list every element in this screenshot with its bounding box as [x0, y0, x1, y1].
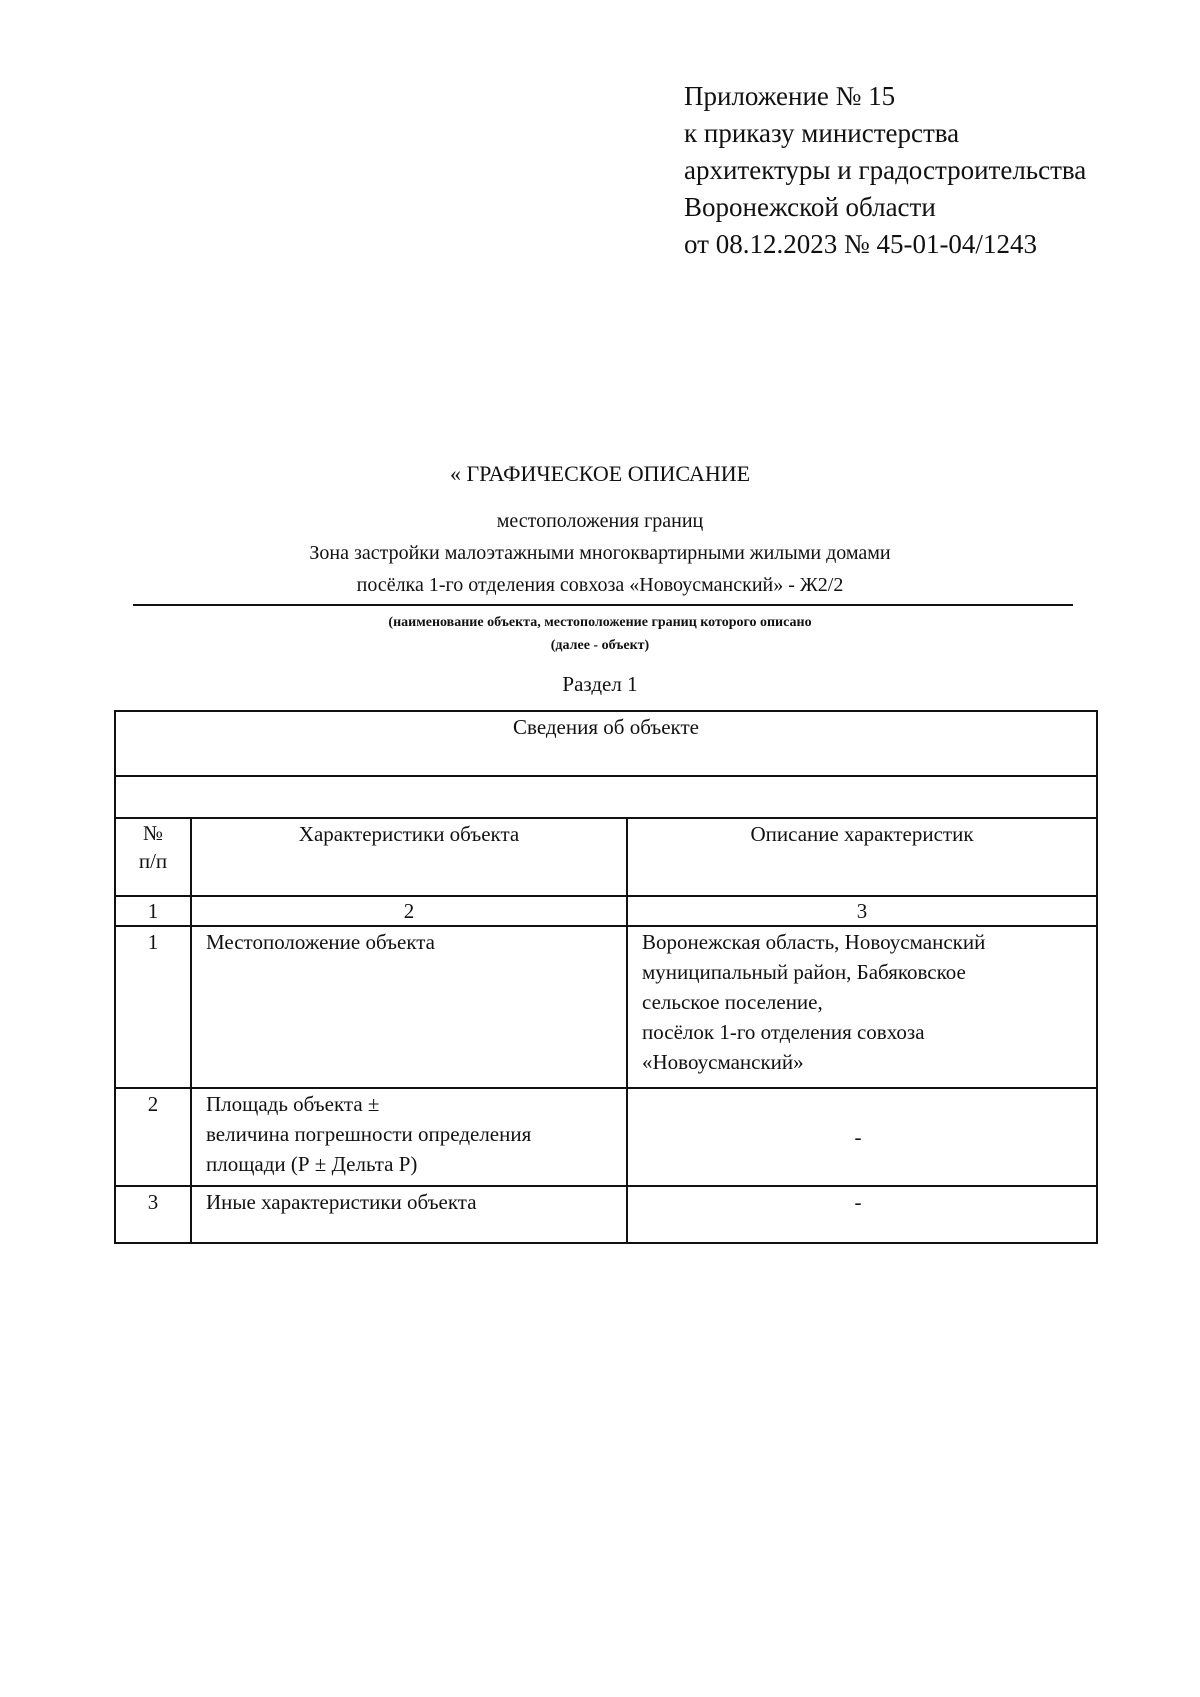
table-row — [115, 1088, 1097, 1186]
appendix-line: архитектуры и градостроительства — [684, 155, 1087, 185]
characteristic-line: Иные характеристики объекта — [206, 1190, 477, 1214]
characteristic-line: Местоположение объекта — [206, 930, 436, 954]
column-index: 1 — [115, 896, 191, 926]
section-label: Раздел 1 — [562, 672, 638, 696]
table-title-row — [115, 711, 1097, 776]
table-row — [115, 926, 1097, 1088]
caption-line: (далее - объект) — [550, 638, 650, 653]
subtitle-line: Зона застройки малоэтажными многоквартирными жилыми домами — [309, 542, 891, 564]
appendix-header — [684, 78, 1086, 263]
description-line: сельское поселение, — [642, 990, 823, 1014]
description-line: Воронежская область, Новоусманский — [642, 930, 986, 954]
document-title: « ГРАФИЧЕСКОЕ ОПИСАНИЕ — [449, 461, 751, 486]
appendix-line: Воронежской области — [684, 192, 936, 222]
header-num-line: № — [142, 821, 164, 845]
subtitle-line: посёлка 1-го отделения совхоза «Новоусманский» - Ж2/2 — [356, 574, 844, 596]
object-info-table — [114, 710, 1098, 1244]
row-num: 3 — [115, 1186, 191, 1243]
appendix-line: Приложение № 15 — [684, 81, 896, 111]
appendix-line: от 08.12.2023 № 45-01-04/1243 — [684, 229, 1037, 259]
appendix-line: к приказу министерства — [684, 118, 960, 148]
table-row — [115, 1186, 1097, 1243]
row-description: - — [627, 1186, 1097, 1243]
subtitle-line: местоположения границ — [496, 510, 704, 532]
row-num: 1 — [115, 926, 191, 1088]
empty-cell — [115, 776, 1097, 818]
table-empty-row — [115, 776, 1097, 818]
table-title: Сведения об объекте — [115, 711, 1097, 776]
object-name-caption — [0, 611, 1200, 657]
row-characteristic — [191, 926, 627, 1088]
row-description — [627, 926, 1097, 1088]
header-description: Описание характеристик — [627, 818, 1097, 896]
column-index: 3 — [627, 896, 1097, 926]
header-num-line: п/п — [138, 849, 168, 873]
caption-line: (наименование объекта, местоположение границ которого описано — [388, 615, 812, 630]
row-characteristic — [191, 1088, 627, 1186]
description-line: посёлок 1-го отделения совхоза — [642, 1020, 925, 1044]
divider — [133, 604, 1073, 606]
row-characteristic — [191, 1186, 627, 1243]
characteristic-line: величина погрешности определения — [206, 1122, 532, 1146]
row-num: 2 — [115, 1088, 191, 1186]
description-line: муниципальный район, Бабяковское — [642, 960, 966, 984]
table-header-row — [115, 818, 1097, 896]
object-name — [0, 505, 1200, 601]
characteristic-line: Площадь объекта ± — [206, 1092, 380, 1116]
row-description: - — [627, 1088, 1097, 1186]
header-characteristics: Характеристики объекта — [191, 818, 627, 896]
column-index: 2 — [191, 896, 627, 926]
header-num — [115, 818, 191, 896]
column-index-row — [115, 896, 1097, 926]
description-line: «Новоусманский» — [642, 1050, 804, 1074]
characteristic-line: площади (Р ± Дельта Р) — [206, 1152, 418, 1176]
